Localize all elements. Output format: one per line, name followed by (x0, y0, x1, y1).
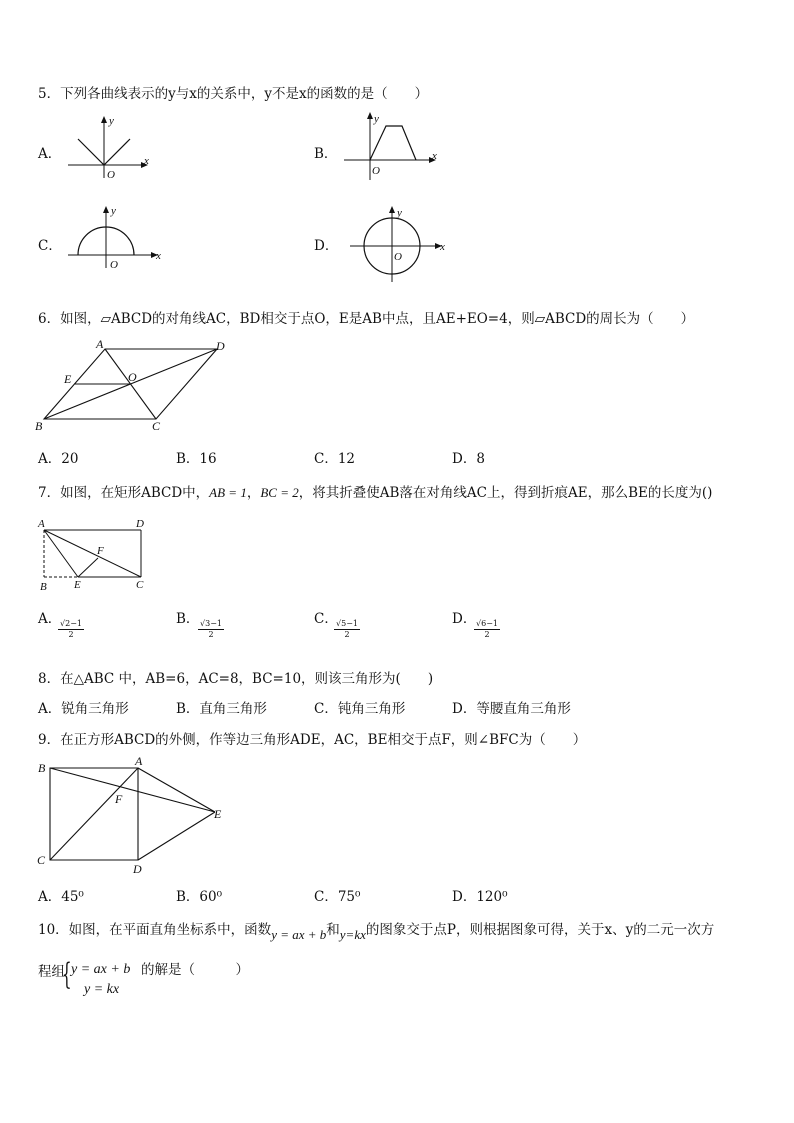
q9-option-c: C．75⁰ (314, 889, 361, 905)
q5-graph-c (66, 202, 166, 272)
q10-stem-b: 的图象交于点P，则根据图象可得，关于x、y的二元一次方 (365, 922, 715, 938)
q6-label-e: E (64, 372, 72, 386)
q7-label-f: F (97, 545, 104, 557)
q5-option-d-label: D． (314, 238, 339, 254)
q7-label-a: A (38, 518, 45, 530)
q7-option-b (176, 607, 199, 627)
q10-stem-a: 10．如图，在平面直角坐标系中，函数 (38, 922, 272, 938)
q6-label-b: B (35, 419, 43, 433)
q9-stem: 9．在正方形ABCD的外侧，作等边三角形ADE，AC，BE相交于点F，则∠BFC为（ ） (38, 732, 587, 748)
q5b-origin-label: O (372, 165, 380, 177)
q8-option-d: D．等腰直角三角形 (452, 701, 571, 717)
q7-option-b-fraction: $\frac{√3-1}{2}$ (200, 619, 222, 640)
q9-option-b: B．60⁰ (176, 889, 223, 905)
q10-line2-a: 程组 (38, 964, 65, 980)
q7-option-a-label: A． (38, 611, 62, 627)
q6-label-a: A (96, 337, 104, 351)
q7-stem-b: ，将其折叠使AB落在对角线AC上，得到折痕AE，那么BE的长度为 (298, 485, 702, 501)
q6-option-a: A．20 (38, 451, 79, 467)
q9-label-d: D (133, 862, 142, 876)
q6-figure (34, 338, 244, 438)
q5-option-a-label: A． (38, 146, 62, 162)
q6-option-c: C．12 (314, 451, 356, 467)
q7-sep: ， (246, 485, 261, 501)
q7-stem-a: 7．如图，在矩形ABCD中， (38, 485, 210, 501)
q7-figure (36, 516, 156, 596)
q10-system-brace: { (62, 957, 72, 992)
q5-option-b-label: B． (314, 146, 338, 162)
q7-label-c: C (136, 579, 144, 591)
q7-option-a-fraction: $\frac{√2-1}{2}$ (60, 619, 82, 640)
q7-stem (38, 481, 712, 501)
q9-label-e: E (214, 807, 222, 821)
q6-option-b: B．16 (176, 451, 217, 467)
q6-label-d: D (216, 339, 225, 353)
q8-stem: 8．在△ABC 中，AB=6，AC=8，BC=10，则该三角形为( ) (38, 671, 434, 687)
q7-option-d-fraction: $\frac{√6-1}{2}$ (476, 619, 498, 640)
q9-label-a: A (135, 754, 143, 768)
q9-label-b: B (38, 761, 46, 775)
q5d-origin-label: O (394, 251, 402, 263)
q5d-x-label: x (440, 241, 445, 253)
q7-label-d: D (136, 518, 144, 530)
q8-option-b: B．直角三角形 (176, 701, 267, 717)
q5c-x-label: x (156, 250, 161, 262)
q9-label-c: C (37, 853, 46, 867)
q9-option-d: D．120⁰ (452, 889, 508, 905)
q5c-origin-label: O (110, 259, 118, 271)
q7-cond2: BC = 2 (260, 485, 299, 500)
q7-answer-paren: () (701, 485, 713, 501)
q10-f1: y = ax + b (271, 927, 327, 942)
q10-and: 和 (326, 922, 340, 938)
q5a-y-label: y (109, 115, 114, 127)
q8-option-c: C．钝角三角形 (314, 701, 406, 717)
q5b-y-label: y (374, 113, 379, 125)
q5b-x-label: x (432, 150, 437, 162)
q5c-y-label: y (111, 205, 116, 217)
q5a-x-label: x (144, 155, 149, 167)
q7-option-c-fraction: $\frac{√5-1}{2}$ (336, 619, 358, 640)
q7-option-c-label: C． (314, 611, 338, 627)
q7-option-d-label: D． (452, 611, 477, 627)
q6-stem: 6．如图，▱ABCD的对角线AC，BD相交于点O，E是AB中点，且AE+EO=4，则▱ABCD的周长为（ ） (38, 311, 695, 327)
q10-eq1: y = ax + b (71, 962, 131, 977)
q6-option-d: D．8 (452, 451, 485, 467)
q10-line2-b: 的解是（ ） (141, 962, 249, 978)
q10-f2: y=kx (339, 927, 366, 942)
q5d-y-label: y (397, 207, 402, 219)
q7-label-b: B (40, 581, 47, 593)
q9-figure (34, 756, 234, 876)
q7-option-b-label: B． (176, 611, 200, 627)
q5a-origin-label: O (107, 169, 115, 181)
q10-stem (38, 918, 715, 942)
q5-stem: 5．下列各曲线表示的y与x的关系中，y不是x的函数的是（ ） (38, 86, 429, 102)
q8-option-a: A．锐角三角形 (38, 701, 129, 717)
q5-graph-a (64, 112, 154, 182)
q5-graph-b (340, 110, 440, 185)
q10-eq2: y = kx (84, 982, 120, 997)
q9-label-f: F (115, 792, 123, 806)
q6-label-c: C (152, 419, 161, 433)
q7-label-e: E (74, 579, 81, 591)
q7-option-d (452, 607, 476, 627)
q9-option-a: A．45⁰ (38, 889, 84, 905)
q5-graph-d (350, 204, 450, 284)
q5-option-c-label: C． (38, 238, 62, 254)
q7-cond1: AB = 1 (209, 485, 247, 500)
q6-label-o: O (128, 370, 137, 384)
